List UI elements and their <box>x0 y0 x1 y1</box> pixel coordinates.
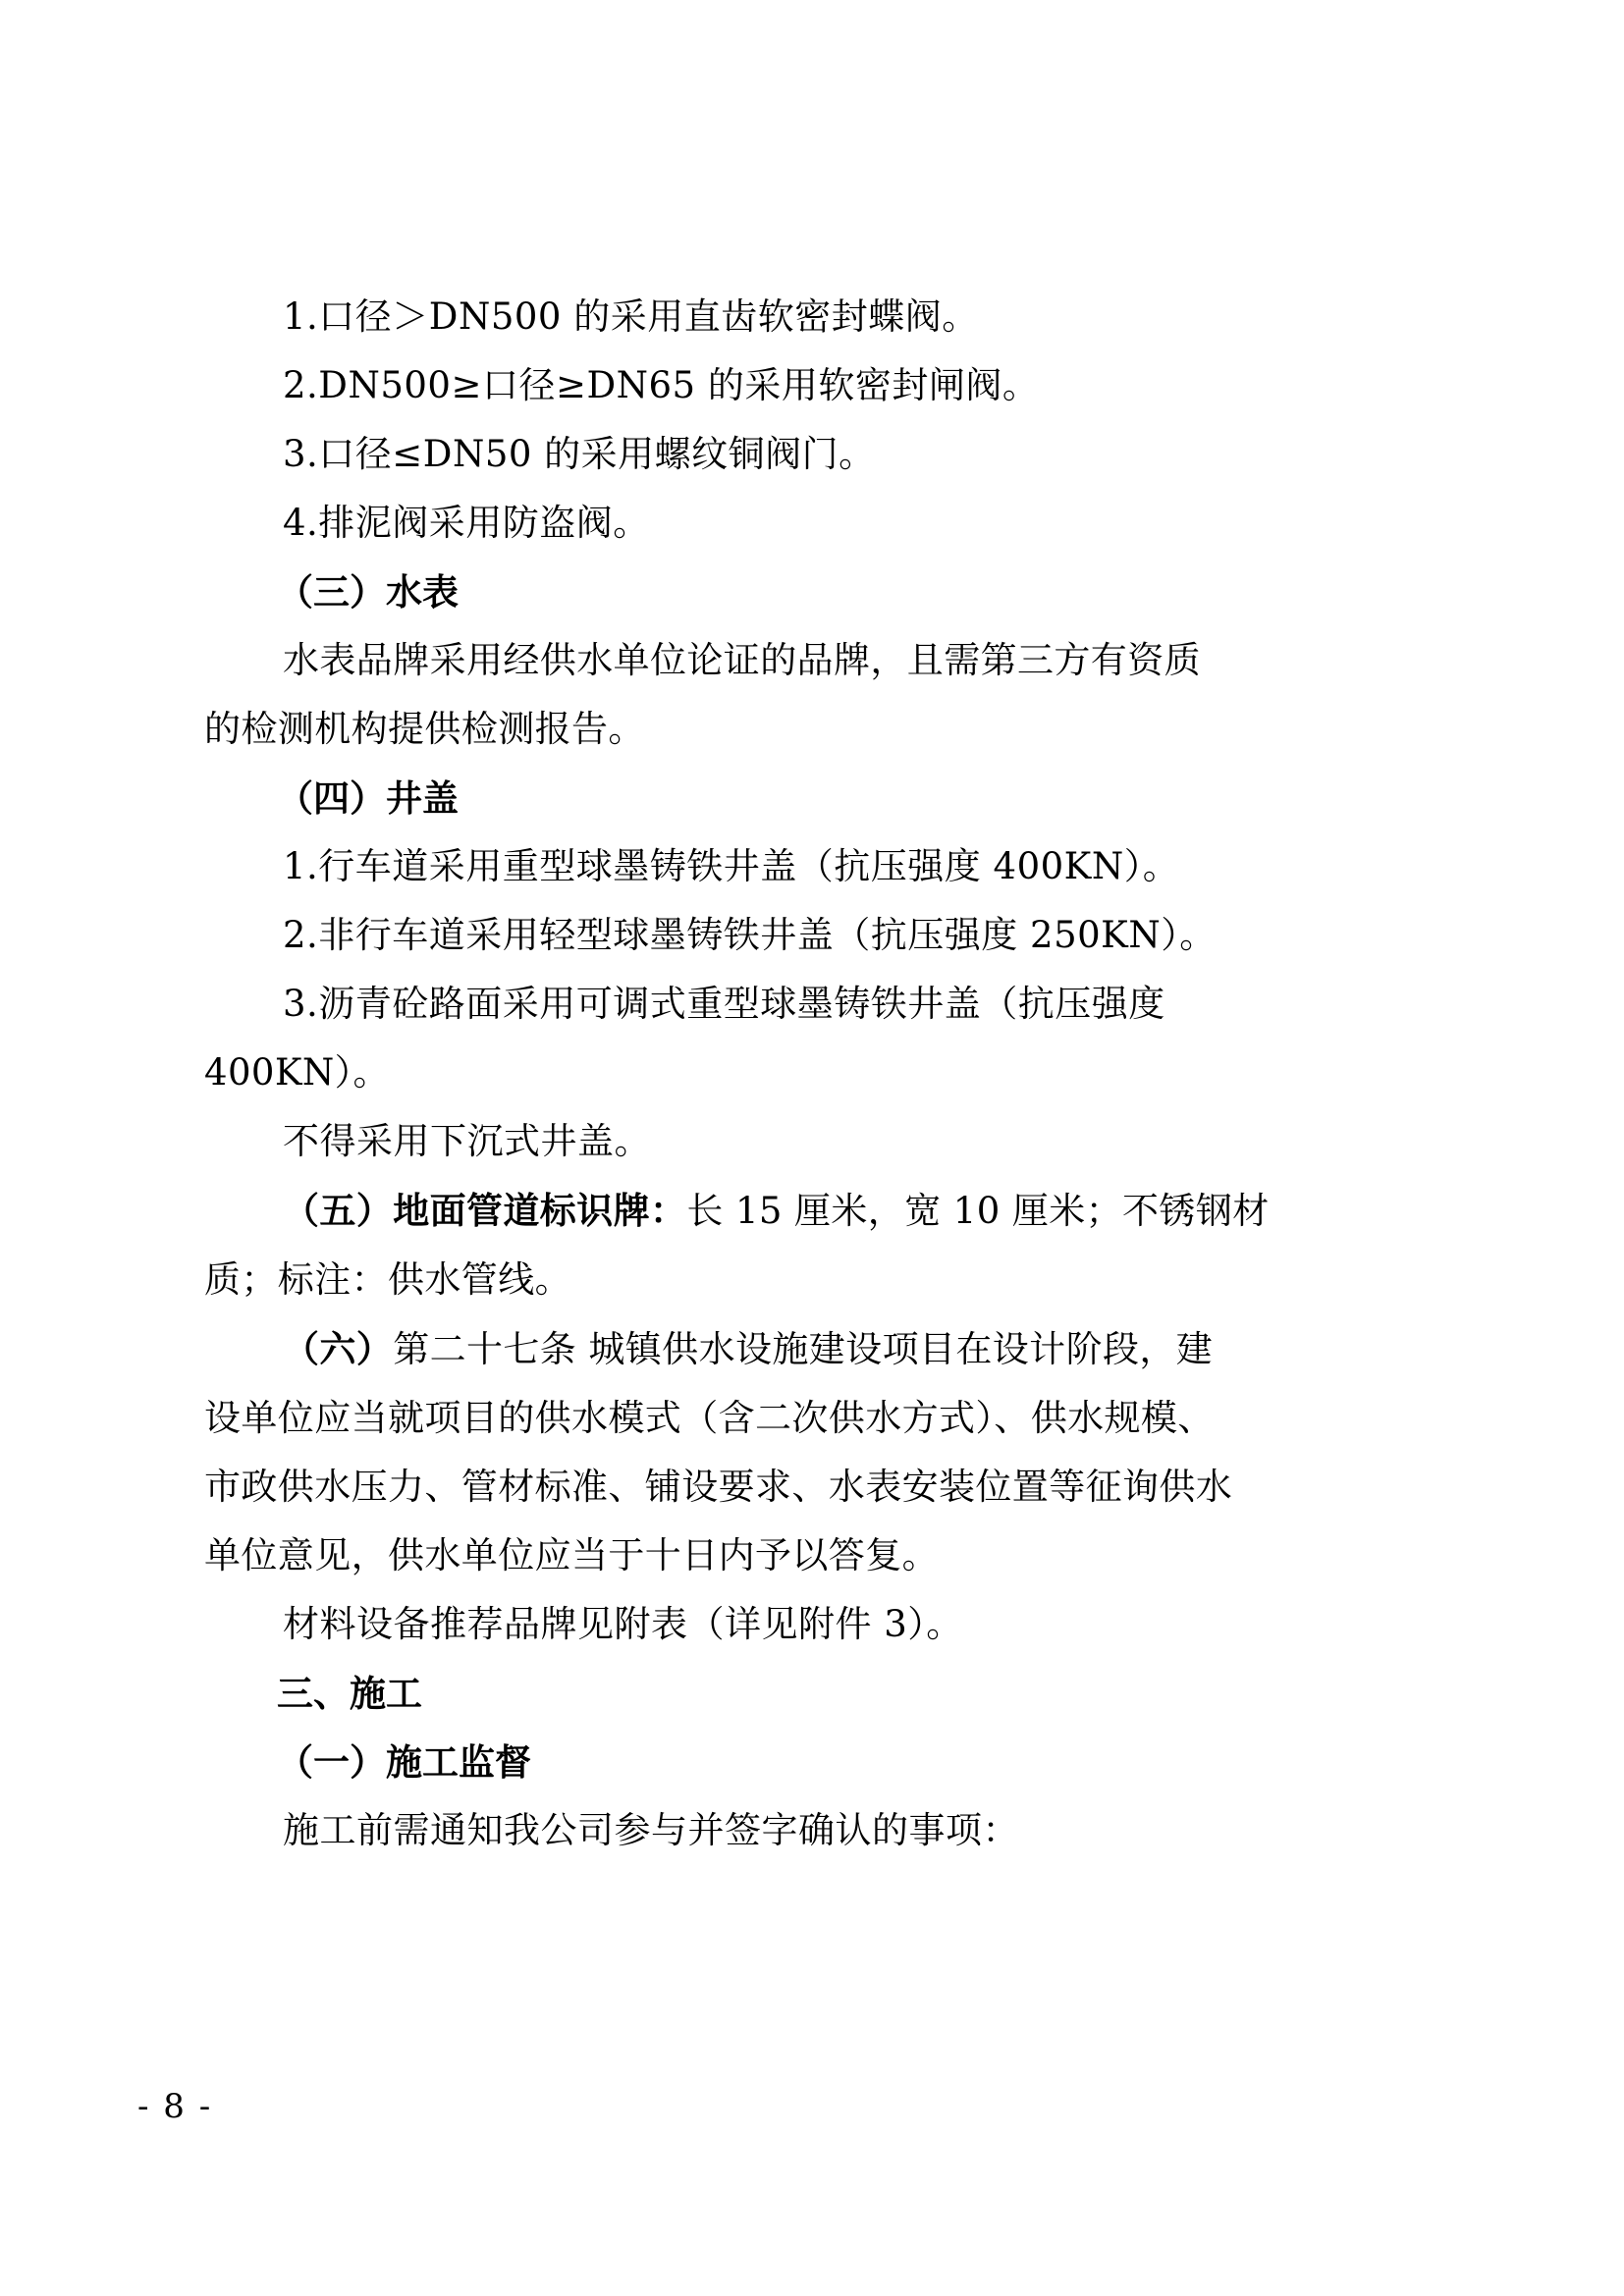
list-item: 2.非行车道采用轻型球墨铸铁井盖（抗压强度 250KN）。 <box>283 914 1217 956</box>
list-item: 3.沥青砼路面采用可调式重型球墨铸铁井盖（抗压强度 <box>283 983 1165 1025</box>
paragraph-continuation: 400KN）。 <box>204 1051 390 1094</box>
paragraph: 水表品牌采用经供水单位论证的品牌，且需第三方有资质 <box>283 639 1201 681</box>
paragraph-continuation: 单位意见，供水单位应当于十日内予以答复。 <box>204 1534 939 1576</box>
list-item: 2.DN500≥口径≥DN65 的采用软密封闸阀。 <box>283 364 1040 406</box>
page-number: - 8 - <box>137 2087 213 2126</box>
section-heading-article-27-label: （六） <box>283 1327 394 1370</box>
document-body <box>204 283 1432 1865</box>
section-heading-construction-supervision: （一）施工监督 <box>277 1740 531 1784</box>
paragraph: 施工前需通知我公司参与并签字确认的事项： <box>283 1809 1019 1851</box>
section-heading-water-meter: （三）水表 <box>277 570 459 614</box>
list-item: 1.行车道采用重型球墨铸铁井盖（抗压强度 400KN）。 <box>283 845 1180 887</box>
section-heading-article-27 <box>204 1314 1432 1384</box>
paragraph: 材料设备推荐品牌见附表（详见附件 3）。 <box>283 1603 963 1645</box>
section-heading-manhole-cover: （四）井盖 <box>277 776 459 820</box>
list-item: 4.排泥阀采用防盗阀。 <box>283 502 650 544</box>
paragraph-continuation: 设单位应当就项目的供水模式（含二次供水方式）、供水规模、 <box>204 1397 1215 1439</box>
section-heading-pipe-sign <box>204 1176 1432 1246</box>
section-heading-pipe-sign-label: （五）地面管道标识牌： <box>283 1189 687 1232</box>
paragraph-continuation: 质；标注：供水管线。 <box>204 1258 571 1301</box>
section-heading-pipe-sign-text: 长 15 厘米，宽 10 厘米；不锈钢材 <box>686 1190 1270 1232</box>
list-item: 不得采用下沉式井盖。 <box>283 1120 651 1162</box>
section-heading-construction: 三、施工 <box>277 1672 422 1715</box>
paragraph-continuation: 的检测机构提供检测报告。 <box>204 708 645 750</box>
list-item: 3.口径≤DN50 的采用螺纹铜阀门。 <box>283 433 876 475</box>
list-item: 1.口径＞DN500 的采用直齿软密封蝶阀。 <box>283 295 979 338</box>
paragraph-continuation: 市政供水压力、管材标准、铺设要求、水表安装位置等征询供水 <box>204 1466 1233 1508</box>
section-heading-article-27-text: 第二十七条 城镇供水设施建设项目在设计阶段，建 <box>393 1328 1214 1370</box>
